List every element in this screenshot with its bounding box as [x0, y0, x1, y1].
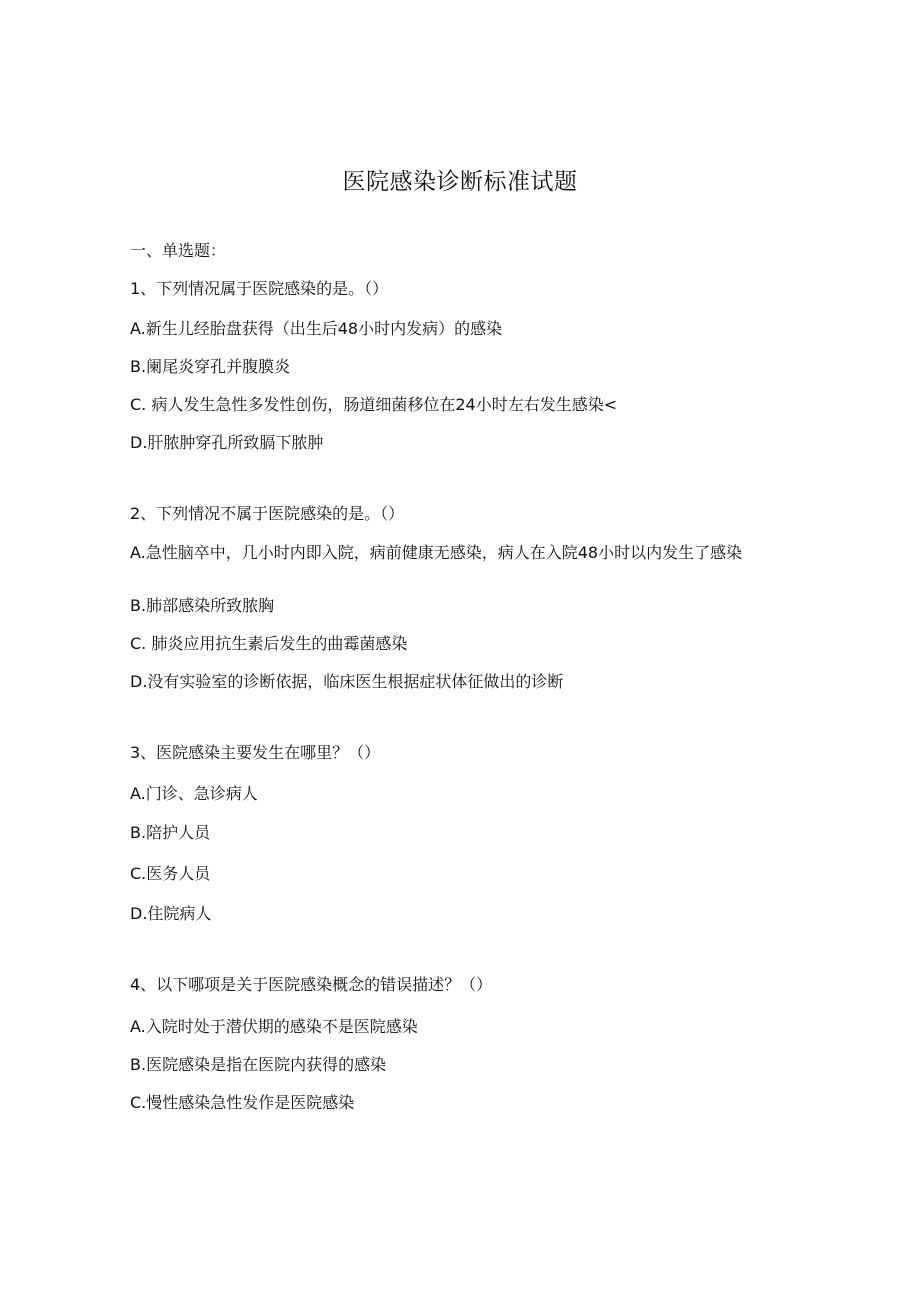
question-3-stem: 3、医院感染主要发生在哪里？（） — [130, 743, 381, 762]
question-1-stem: 1、下列情况属于医院感染的是。（） — [130, 279, 389, 298]
question-2-option-d: D.没有实验室的诊断依据，临床医生根据症状体征做出的诊断 — [130, 672, 564, 691]
question-4-stem: 4、以下哪项是关于医院感染概念的错误描述？（） — [130, 975, 493, 994]
question-3-option-d: D.住院病人 — [130, 904, 212, 923]
question-1-option-a: A.新生儿经胎盘获得（出生后48小时内发病）的感染 — [130, 319, 503, 338]
question-1-option-b: B.阑尾炎穿孔并腹膜炎 — [130, 357, 291, 376]
question-3-option-a: A.门诊、急诊病人 — [130, 784, 258, 803]
question-2-option-a: A.急性脑卒中，几小时内即入院，病前健康无感染，病人在入院48小时以内发生了感染 — [130, 543, 743, 562]
question-4-option-b: B.医院感染是指在医院内获得的感染 — [130, 1055, 387, 1074]
question-1-option-d: D.肝脓肿穿孔所致膈下脓肿 — [130, 433, 324, 452]
document-title: 医院感染诊断标准试题 — [342, 169, 578, 195]
question-2-option-c: C. 肺炎应用抗生素后发生的曲霉菌感染 — [130, 634, 408, 653]
question-3-option-c: C.医务人员 — [130, 864, 211, 883]
question-1-option-c: C. 病人发生急性多发性创伤，肠道细菌移位在24小时左右发生感染< — [130, 395, 618, 414]
question-4-option-c: C.慢性感染急性发作是医院感染 — [130, 1093, 355, 1112]
question-4-option-a: A.入院时处于潜伏期的感染不是医院感染 — [130, 1017, 418, 1036]
question-2-option-b: B.肺部感染所致脓胸 — [130, 596, 275, 615]
question-2-stem: 2、下列情况不属于医院感染的是。（） — [130, 504, 405, 523]
question-3-option-b: B.陪护人员 — [130, 823, 211, 842]
section-heading: 一、单选题： — [130, 241, 227, 260]
